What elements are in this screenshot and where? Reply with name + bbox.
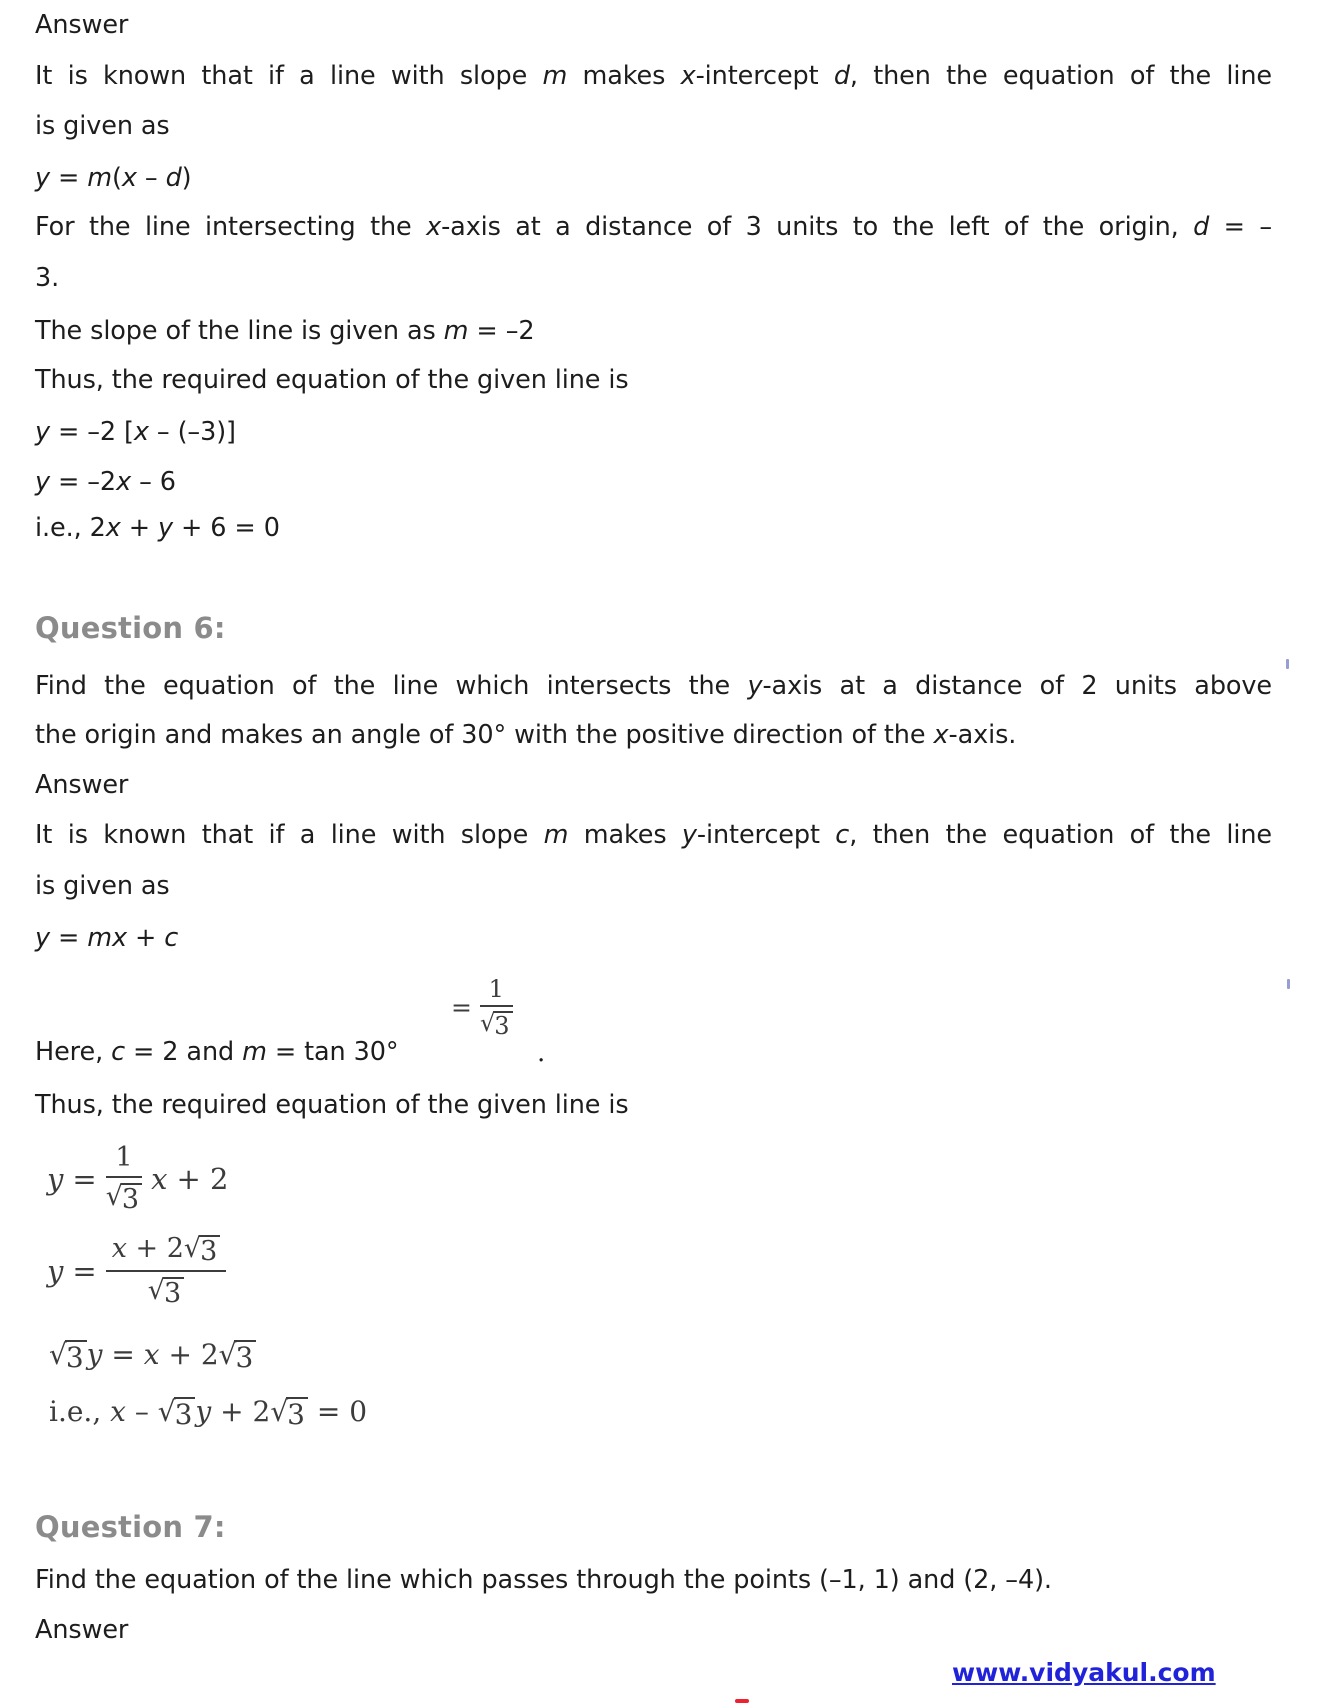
fraction-denominator — [148, 1272, 184, 1309]
text-run: , then the equation of the line — [849, 820, 1272, 850]
sqrt-expression — [158, 1397, 196, 1430]
text-run: – — [136, 163, 166, 193]
text-run: + — [120, 513, 159, 543]
math-var: d — [833, 61, 850, 91]
math-var: y — [86, 1338, 103, 1371]
text-run: Answer — [35, 770, 129, 800]
radical-icon: √ — [218, 1338, 237, 1371]
text-run: It is known that if a line with slope — [35, 61, 543, 91]
text-run: + — [127, 923, 165, 953]
text-line — [35, 106, 1272, 146]
fraction — [106, 1233, 227, 1309]
text-line — [35, 1560, 1272, 1600]
text-run: Find the equation of the line which intersects the — [35, 671, 748, 701]
display-equation-4 — [49, 1395, 367, 1430]
equation-line — [35, 918, 1272, 958]
text-line — [35, 258, 1272, 298]
text-run: It is known that if a line with slope — [35, 820, 544, 850]
text-run: is given as — [35, 111, 170, 141]
period-mark: . — [537, 1038, 546, 1068]
fraction-denominator — [106, 1178, 142, 1215]
math-var: y — [158, 513, 174, 543]
text-run: Find the equation of the line which passes through the points (–1, 1) and (2, –4). — [35, 1565, 1052, 1595]
text-line — [35, 207, 1272, 247]
fraction-numerator — [106, 1233, 227, 1270]
text-run: -intercept — [696, 820, 836, 850]
text-run: Here, — [35, 1037, 112, 1067]
text-run: – 6 — [131, 467, 176, 497]
text-run: = 2 and — [125, 1037, 243, 1067]
math-var: mx — [87, 923, 128, 953]
radicand: 3 — [121, 1183, 142, 1215]
math-var: y — [195, 1395, 212, 1428]
radical-icon: √ — [479, 1009, 496, 1037]
text-run: the origin and makes an angle of 30° with the positive direction of the — [35, 720, 934, 750]
text-run: + 2 — [211, 1395, 271, 1428]
math-var: x — [933, 720, 949, 750]
math-var: y — [35, 467, 50, 497]
text-run: The slope of the line is given as — [35, 316, 444, 346]
equals-sign: = — [451, 992, 472, 1022]
math-var: m — [87, 163, 113, 193]
fraction — [480, 975, 513, 1040]
equals-sign: = — [72, 1254, 97, 1289]
text-run: + 2 — [126, 1233, 184, 1264]
fraction-denominator — [480, 1007, 513, 1040]
text-run: Question 6: — [35, 611, 226, 645]
minus-sign: – — [125, 1395, 158, 1428]
text-run: , then the equation of the line — [849, 61, 1272, 91]
text-line — [35, 715, 1272, 755]
radicand: 3 — [174, 1397, 196, 1430]
text-run: Thus, the required equation of the given line is — [35, 1090, 629, 1120]
text-run: i.e., — [49, 1395, 111, 1428]
math-var: m — [542, 61, 568, 91]
text-run: Answer — [35, 1615, 129, 1645]
math-var: x — [426, 212, 442, 242]
text-run: is given as — [35, 871, 170, 901]
stray-tick-mark — [1286, 659, 1289, 669]
math-var: y — [747, 671, 763, 701]
math-var: x — [121, 163, 137, 193]
radicand: 3 — [234, 1340, 256, 1373]
text-run: – (–3)] — [148, 417, 236, 447]
math-var: y — [47, 1161, 64, 1196]
text-run: -axis at a distance of 2 units above — [762, 671, 1272, 701]
math-var: d — [165, 163, 182, 193]
fraction-numerator: 1 — [488, 975, 504, 1003]
radical-icon: √ — [147, 1275, 166, 1307]
math-var: c — [111, 1037, 126, 1067]
text-run: = — [50, 163, 88, 193]
math-var: m — [242, 1037, 267, 1067]
text-line — [35, 1032, 1272, 1072]
math-var: d — [1193, 212, 1210, 242]
sqrt-expression — [480, 1011, 513, 1040]
sqrt-expression — [148, 1277, 184, 1309]
text-run: 3. — [35, 263, 60, 293]
text-run: Thus, the required equation of the given line is — [35, 365, 629, 395]
math-var: m — [543, 820, 569, 850]
fraction — [106, 1142, 142, 1215]
text-run: -intercept — [695, 61, 834, 91]
text-run: ) — [181, 163, 192, 193]
text-line — [35, 666, 1272, 706]
equation-line — [35, 158, 1272, 198]
math-var: y — [35, 417, 50, 447]
text-line — [35, 311, 1272, 351]
text-run: -axis. — [948, 720, 1017, 750]
math-var: x — [680, 61, 696, 91]
radicand: 3 — [199, 1235, 220, 1267]
math-var: x — [133, 417, 149, 447]
inline-fraction-tan30 — [451, 975, 513, 1040]
radical-icon: √ — [105, 1181, 123, 1212]
equation-line — [35, 462, 1272, 502]
equation-line — [35, 412, 1272, 452]
answer-label — [35, 1610, 1272, 1650]
radical-icon: √ — [157, 1395, 176, 1428]
text-run: i.e., 2 — [35, 513, 106, 543]
text-line — [35, 1085, 1272, 1125]
answer-label — [35, 5, 1272, 45]
text-run: Question 7: — [35, 1510, 226, 1544]
sqrt-expression — [219, 1340, 257, 1373]
math-var: x — [110, 1395, 126, 1428]
math-var: x — [116, 467, 132, 497]
text-run: -axis at a distance of 3 units to the left of the origin, — [441, 212, 1194, 242]
footer-link[interactable]: www.vidyakul.com — [952, 1658, 1216, 1687]
text-run: = — [50, 923, 88, 953]
text-run: Answer — [35, 10, 129, 40]
text-run: = – — [1209, 212, 1272, 242]
text-line — [35, 56, 1272, 96]
text-run: + 2 — [159, 1338, 219, 1371]
text-run: = tan 30° — [266, 1037, 399, 1067]
text-run: = –2 [ — [50, 417, 134, 447]
text-line — [35, 815, 1272, 855]
text-run: = –2 — [50, 467, 117, 497]
math-var: x — [111, 1233, 127, 1264]
answer-label — [35, 765, 1272, 805]
sqrt-expression — [184, 1235, 220, 1267]
math-var: x — [151, 1161, 168, 1196]
display-equation-3 — [49, 1338, 256, 1373]
fraction-numerator: 1 — [115, 1142, 133, 1173]
text-run: + 6 = 0 — [173, 513, 280, 543]
sqrt-expression — [106, 1183, 142, 1215]
text-run: = –2 — [468, 316, 535, 346]
text-line — [35, 360, 1272, 400]
radicand: 3 — [493, 1011, 512, 1040]
display-equation-1 — [47, 1142, 228, 1215]
radicand: 3 — [163, 1277, 184, 1309]
equals-sign: = — [102, 1338, 144, 1371]
text-run: makes — [568, 820, 682, 850]
stray-tick-mark — [1287, 979, 1290, 989]
sqrt-expression — [270, 1397, 308, 1430]
radicand: 3 — [65, 1340, 87, 1373]
radical-icon: √ — [49, 1338, 67, 1371]
math-var: y — [47, 1254, 64, 1289]
text-run: + 2 — [176, 1161, 229, 1196]
radical-icon: √ — [270, 1395, 289, 1428]
text-line — [35, 866, 1272, 906]
math-var: x — [105, 513, 121, 543]
text-run: makes — [567, 61, 681, 91]
math-var: m — [443, 316, 469, 346]
math-var: y — [681, 820, 697, 850]
text-run: = 0 — [308, 1395, 368, 1428]
question-7-heading — [35, 1507, 1272, 1547]
math-var: y — [35, 923, 50, 953]
text-run: For the line intersecting the — [35, 212, 427, 242]
radical-icon: √ — [183, 1233, 202, 1264]
equals-sign: = — [72, 1161, 97, 1196]
display-equation-2 — [47, 1233, 226, 1309]
math-var: x — [143, 1338, 160, 1371]
radicand: 3 — [286, 1397, 308, 1430]
text-run: ( — [112, 163, 122, 193]
math-var: c — [835, 820, 850, 850]
stray-red-mark — [735, 1699, 749, 1703]
sqrt-expression — [49, 1340, 87, 1373]
equation-line — [35, 508, 1272, 548]
math-var: c — [164, 923, 179, 953]
question-6-heading — [35, 608, 1272, 648]
math-var: y — [35, 163, 50, 193]
